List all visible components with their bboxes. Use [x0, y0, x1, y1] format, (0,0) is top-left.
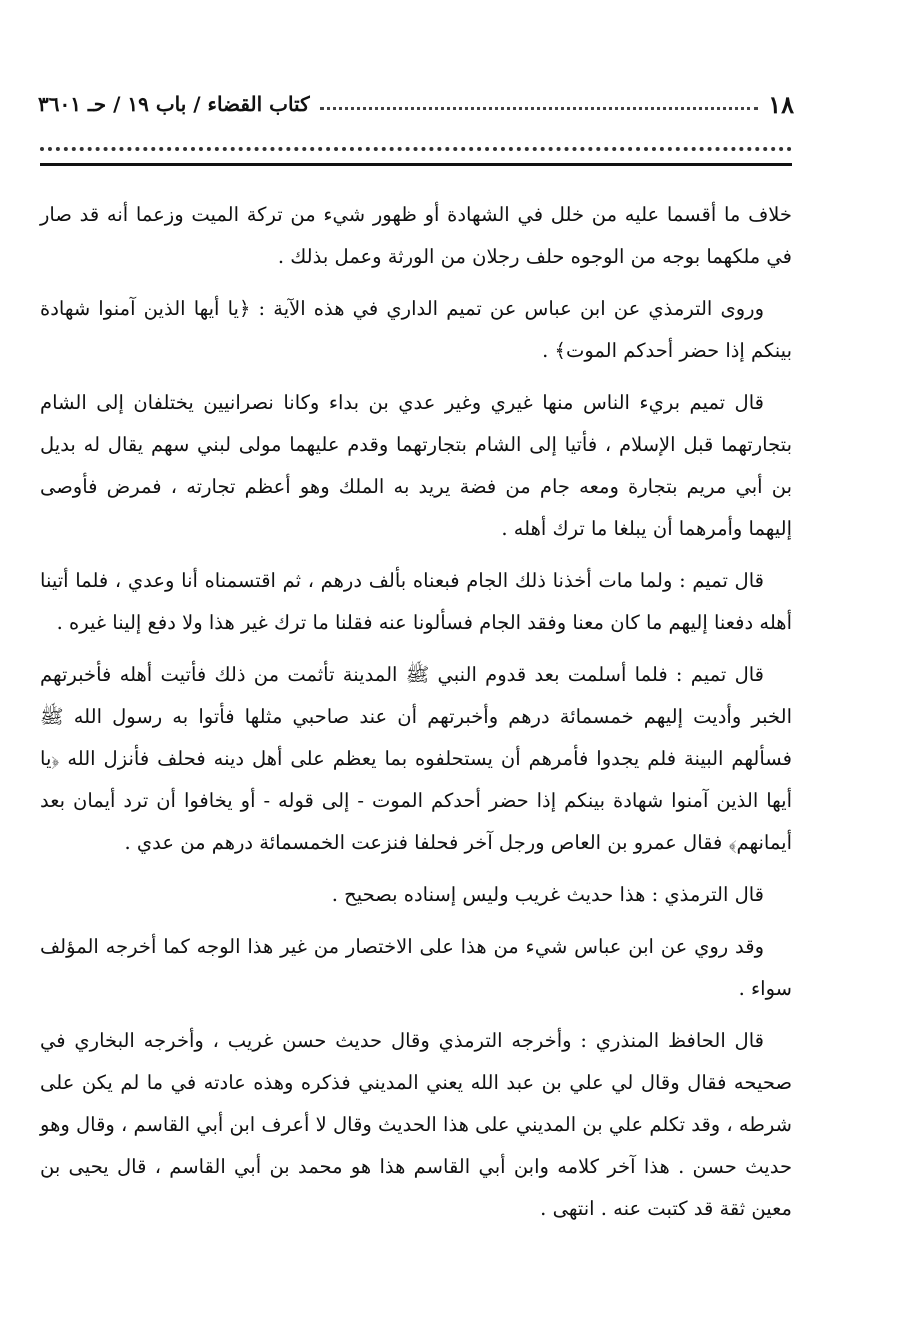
paragraph: قال تميم : فلما أسلمت بعد قدوم النبي ﷺ المدينة تأثمت من ذلك فأتيت أهله فأخبرتهم الخبر وأديت إليهم خمسمائة درهم وأخبرتهم أن عند صاحبي مثلها فأتوا به رسول الله ﷺ فسألهم البينة فلم يجدوا فأمرهم أن يستحلفوه بما يعظم على أهل دينه فحلف فأنزل الله ﴿يا أيها الذين آمنوا شهادة بينكم إذا حضر أحدكم الموت - إلى قوله - أو يخافوا أن ترد أيمان بعد أيمانهم﴾ فقال عمرو بن العاص ورجل آخر فحلفا فنزعت الخمسمائة درهم من عدي . — [40, 663, 792, 854]
paragraph: قال تميم : ولما مات أخذنا ذلك الجام فبعناه بألف درهم ، ثم اقتسمناه أنا وعدي ، فلما أتينا أهله دفعنا إليهم ما كان معنا وفقد الجام فسألونا عنه فقلنا ما ترك غير هذا ولا دفع إلينا غيره . — [40, 569, 792, 634]
page-header — [38, 86, 794, 122]
body-text — [40, 194, 792, 1240]
running-title: كتاب القضاء / باب ١٩ / حـ ٣٦٠١ — [38, 92, 310, 116]
paragraph: خلاف ما أقسما عليه من خلل في الشهادة أو ظهور شيء من تركة الميت وزعما أنه قد صار في ملكهما بوجه من الوجوه حلف رجلان من الورثة وعمل بذلك . — [40, 203, 792, 268]
header-dotted-leader — [320, 107, 759, 110]
paragraph: وقد روي عن ابن عباس شيء من هذا على الاختصار من غير هذا الوجه كما أخرجه المؤلف سواء . — [40, 935, 792, 1000]
paragraph: قال تميم بريء الناس منها غيري وغير عدي بن بداء وكانا نصرانيين يختلفان إلى الشام بتجارتهما قبل الإسلام ، فأتيا إلى الشام بتجارتهما وقدم عليهما مولى لبني سهم يقال له بديل بن أبي مريم بتجارة ومعه جام من فضة يريد به الملك وهو أعظم تجارته ، فمرض فأوصى إليهما وأمرهما أن يبلغا ما ترك أهله . — [40, 391, 792, 540]
header-dotted-rule — [40, 147, 792, 151]
page-number: ١٨ — [768, 89, 794, 119]
paragraph: قال الترمذي : هذا حديث غريب وليس إسناده بصحيح . — [331, 883, 764, 906]
header-solid-rule — [40, 163, 792, 166]
paragraph: قال الحافظ المنذري : وأخرجه الترمذي وقال حديث حسن غريب ، وأخرجه البخاري في صحيحه فقال وقال لي علي بن عبد الله يعني المديني فذكره وهذه عادته في ما لم يكن على شرطه ، وقد تكلم علي بن المديني على هذا الحديث وقال لا أعرف ابن أبي القاسم ، وقال وهو حديث حسن . هذا آخر كلامه وابن أبي القاسم هذا هو محمد بن أبي القاسم ، قال يحيى بن معين ثقة قد كتبت عنه . انتهى . — [40, 1029, 792, 1220]
paragraph: وروى الترمذي عن ابن عباس عن تميم الداري في هذه الآية : ﴿يا أيها الذين آمنوا شهادة بينكم إذا حضر أحدكم الموت﴾ . — [40, 297, 792, 362]
